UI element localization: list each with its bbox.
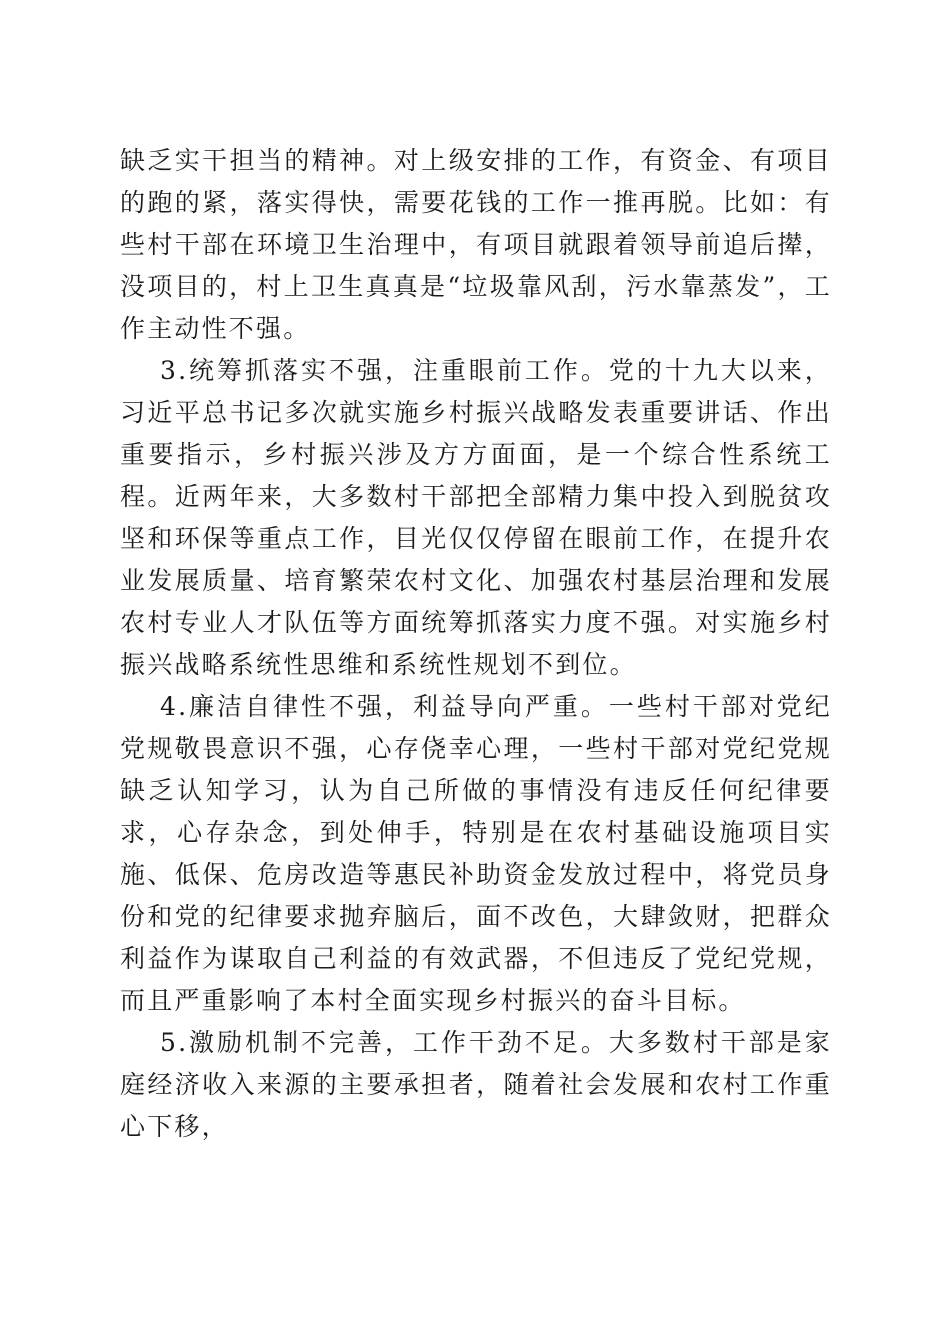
paragraph-item-4: 4.廉洁自律性不强，利益导向严重。一些村干部对党纪党规敬畏意识不强，心存侥幸心理，一些村干部对党纪党规缺乏认知学习，认为自己所做的事情没有违反任何纪律要求，心存杂念，到处伸手，特别是在农村基础设施项目实施、低保、危房改造等惠民补助资金发放过程中，将党员身份和党的纪律要求抛弃脑后，面不改色，大肆敛财，把群众利益作为谋取自己利益的有效武器，不但违反了党纪党规，而且严重影响了本村全面实现乡村振兴的奋斗目标。 [120, 692, 832, 1015]
paragraph-continuation: 缺乏实干担当的精神。对上级安排的工作，有资金、有项目的跑的紧，落实得快，需要花钱的工作一推再脱。比如：有些村干部在环境卫生治理中，有项目就跟着领导前追后撵，没项目的，村上卫生真真是“垃圾靠风刮，污水靠蒸发”，工作主动性不强。 [120, 146, 832, 343]
paragraph-item-5: 5.激励机制不完善，工作干劲不足。大多数村干部是家庭经济收入来源的主要承担者，随着社会发展和农村工作重心下移， [120, 1028, 832, 1141]
paragraph-item-3: 3.统筹抓落实不强，注重眼前工作。党的十九大以来，习近平总书记多次就实施乡村振兴战略发表重要讲话、作出重要指示，乡村振兴涉及方方面面，是一个综合性系统工程。近两年来，大多数村干部把全部精力集中投入到脱贫攻坚和环保等重点工作，目光仅仅停留在眼前工作，在提升农业发展质量、培育繁荣农村文化、加强农村基层治理和发展农村专业人才队伍等方面统筹抓落实力度不强。对实施乡村振兴战略系统性思维和系统性规划不到位。 [120, 356, 832, 679]
document-body [120, 140, 832, 1148]
